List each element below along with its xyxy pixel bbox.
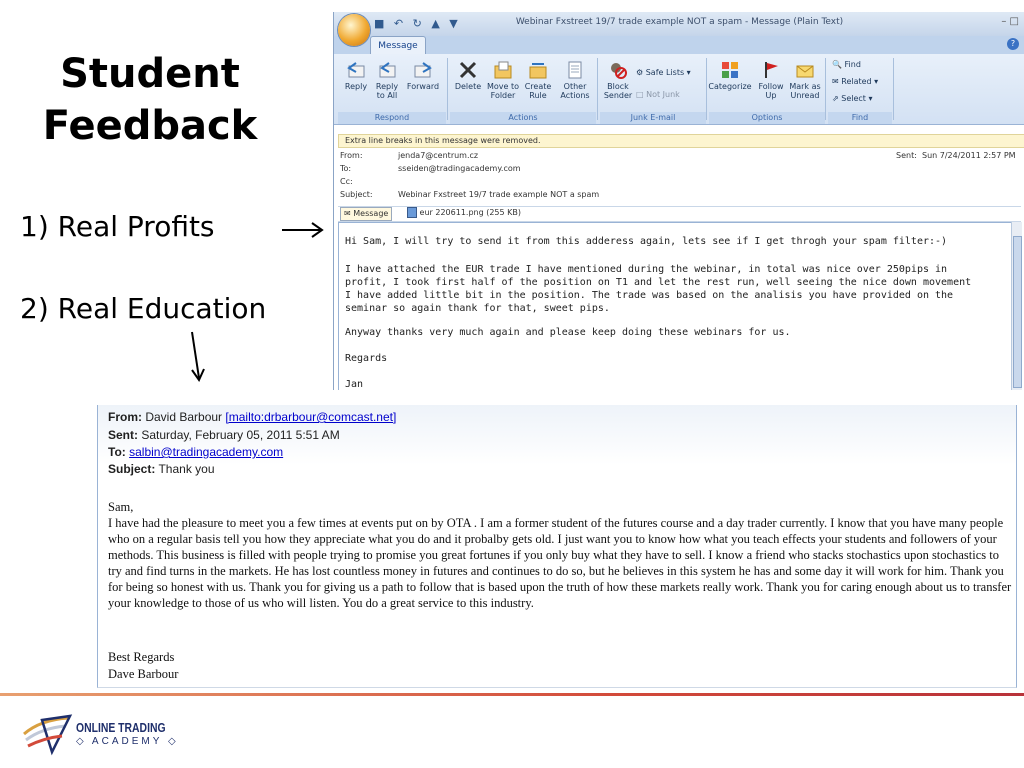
email-from	[108, 410, 396, 424]
delete-button[interactable]	[452, 60, 484, 91]
quick-access-toolbar[interactable]: ■ ↶ ↻ ▲ ▼	[374, 17, 461, 30]
related-label: Related	[841, 77, 872, 86]
outlook-message-window	[333, 12, 1024, 390]
ribbon-separator	[597, 58, 598, 120]
subject-value: Webinar Fxstreet 19/7 trade example NOT a spam	[398, 190, 600, 199]
categorize-label: Categorize	[708, 82, 752, 91]
reply-label: Reply	[344, 82, 368, 91]
message-tab-label: Message	[353, 209, 389, 218]
to-value[interactable]: sseiden@tradingacademy.com	[398, 164, 521, 173]
other-actions-icon	[565, 60, 585, 80]
point-real-education: 2) Real Education	[20, 292, 267, 325]
image-file-icon	[407, 207, 417, 218]
forward-icon	[413, 60, 433, 80]
find-button[interactable]: 🔍 Find	[832, 60, 861, 69]
window-title: Webinar Fxstreet 19/7 trade example NOT a spam - Message (Plain Text)	[515, 17, 844, 27]
other-actions-button[interactable]	[556, 60, 594, 100]
body-line: Jan	[345, 379, 364, 390]
group-label-options: Options	[709, 112, 825, 124]
mark-as-unread-button[interactable]	[788, 60, 822, 100]
scrollbar-thumb[interactable]	[1013, 236, 1022, 388]
reply-icon	[346, 60, 366, 80]
email-closing: Best Regards	[108, 650, 175, 664]
from-label: From:	[108, 410, 142, 424]
tab-message[interactable]: Message	[370, 36, 426, 55]
arrow-right-icon	[280, 218, 326, 242]
sent-field	[896, 151, 1016, 160]
slide-title-line2: Feedback	[42, 103, 258, 149]
subject-label: Subject:	[340, 190, 373, 199]
reply-all-icon	[377, 60, 397, 80]
select-label: Select	[841, 94, 866, 103]
online-trading-academy-logo-icon	[22, 712, 74, 756]
help-icon[interactable]: ?	[1007, 38, 1019, 50]
create-rule-label: Create Rule	[524, 82, 552, 100]
related-button[interactable]: ✉ Related ▾	[832, 77, 879, 86]
body-line: profit, I took first half of the position on T1 and let the rest run, well seeing the nice down movement	[345, 277, 972, 288]
from-label: From:	[340, 151, 363, 160]
forward-button[interactable]	[404, 60, 442, 91]
body-line: Hi Sam, I will try to send it from this adderess again, lets see if I get throgh your spam filter:-)	[345, 236, 948, 247]
point-real-profits: 1) Real Profits	[20, 210, 215, 243]
move-to-folder-label: Move to Folder	[486, 82, 520, 100]
to-link[interactable]: salbin@tradingacademy.com	[129, 445, 284, 459]
info-bar[interactable]: Extra line breaks in this message were removed.	[338, 134, 1024, 148]
not-junk-label: Not Junk	[646, 90, 680, 99]
sent-label: Sent:	[108, 428, 138, 442]
other-actions-label: Other Actions	[560, 82, 590, 100]
follow-up-button[interactable]	[754, 60, 788, 100]
categorize-button[interactable]	[708, 60, 752, 91]
create-rule-icon	[528, 60, 548, 80]
attachment-file-label: eur 220611.png (255 KB)	[419, 208, 522, 217]
not-junk-button[interactable]: □ Not Junk	[636, 90, 680, 99]
logo-text-line1: ONLINE TRADING	[76, 720, 166, 735]
follow-up-label: Follow Up	[758, 82, 784, 100]
body-line: I have attached the EUR trade I have mentioned during the webinar, in total was nice over 250pips in	[345, 264, 948, 275]
reply-all-button[interactable]	[372, 60, 402, 100]
email-body: I have had the pleasure to meet you a few times at events put on by OTA . I am a former student of the futures course and a day trader currently. I know that you have many people who on a regular basis tell you how they appreciate what you do and it probalby gets old. I just want you to know how what you teach effects your students and followers of your methods. This business is filled with people trying to promise you great fortunes if you only buy what they have to sell. I know a friend who stacks stochastics upon stochastics to try and find turns in the markets. He has lost countless money in futures and continues to do so, but he believes in this system he has and some day it will work for him. Thank you for being so honest with us. Thank you for giving us a path to follow that is based upon the truth of how these markets really work. Thank you for caring enough about us to transfer your knowledge to those of us who will listen. You do a great service to this industry.	[108, 516, 1012, 610]
flag-icon	[761, 60, 781, 80]
reply-button[interactable]	[342, 60, 370, 91]
from-name: David Barbour	[145, 410, 223, 424]
message-tab[interactable]: ✉ Message	[340, 207, 392, 221]
email-to	[108, 445, 283, 459]
create-rule-button[interactable]	[522, 60, 554, 100]
body-line: Anyway thanks very much again and please keep doing these webinars for us.	[345, 327, 791, 338]
ribbon-separator	[893, 58, 894, 120]
group-label-respond: Respond	[338, 112, 446, 124]
block-sender-label: Block Sender	[603, 82, 633, 100]
move-to-folder-button[interactable]	[484, 60, 522, 100]
safe-lists-label: Safe Lists	[645, 68, 685, 77]
body-line: seminar so again thank for that, sweet pips.	[345, 303, 610, 314]
block-sender-button[interactable]	[602, 60, 634, 100]
subject-value: Thank you	[158, 462, 215, 476]
mark-as-unread-label: Mark as Unread	[789, 82, 821, 100]
sent-value: Sun 7/24/2011 2:57 PM	[922, 151, 1016, 160]
to-label: To:	[108, 445, 126, 459]
block-sender-icon	[608, 60, 628, 80]
email-salutation: Sam,	[108, 500, 134, 514]
scrollbar[interactable]	[1011, 222, 1022, 390]
select-button[interactable]: ⇗ Select ▾	[832, 94, 873, 103]
slide-title-line1: Student	[60, 51, 240, 97]
body-line: I have added little bit in the position. The trade was based on the analisis you have provided on the	[345, 290, 954, 301]
cc-label: Cc:	[340, 177, 353, 186]
ribbon-separator	[447, 58, 448, 120]
sent-value: Saturday, February 05, 2011 5:51 AM	[141, 428, 340, 442]
delete-icon	[458, 60, 478, 80]
reply-all-label: Reply to All	[375, 82, 399, 100]
office-button-icon[interactable]	[338, 14, 370, 46]
from-value[interactable]: jenda7@centrum.cz	[398, 151, 479, 160]
find-label: Find	[844, 60, 861, 69]
move-folder-icon	[493, 60, 513, 80]
attachment-file[interactable]	[404, 207, 524, 219]
email-sent	[108, 428, 340, 442]
logo-text-line2: ◇ ACADEMY ◇	[76, 736, 179, 747]
ribbon-separator	[706, 58, 707, 120]
categorize-icon	[720, 60, 740, 80]
slide-title	[20, 48, 280, 152]
arrow-down-icon	[182, 330, 212, 384]
envelope-icon	[795, 60, 815, 80]
group-label-actions: Actions	[450, 112, 596, 124]
email-signature: Dave Barbour	[108, 667, 179, 681]
footer-divider	[0, 693, 1024, 696]
window-controls[interactable]: – □	[1001, 16, 1019, 27]
to-label: To:	[340, 164, 352, 173]
delete-label: Delete	[454, 82, 482, 91]
group-label-junk: Junk E-mail	[600, 112, 706, 124]
mailto-link[interactable]: [mailto:drbarbour@comcast.net]	[225, 410, 397, 424]
ribbon-tab-strip	[334, 36, 1024, 54]
body-line: Regards	[345, 353, 388, 364]
testimonial-email	[97, 405, 1017, 688]
safe-lists-button[interactable]: ⚙ Safe Lists ▾	[636, 68, 691, 77]
email-subject	[108, 462, 215, 476]
group-label-find: Find	[828, 112, 892, 124]
logo-text-academy: ACADEMY	[91, 736, 163, 747]
forward-label: Forward	[406, 82, 440, 91]
subject-label: Subject:	[108, 462, 156, 476]
ribbon-separator	[825, 58, 826, 120]
sent-label: Sent:	[896, 151, 917, 160]
